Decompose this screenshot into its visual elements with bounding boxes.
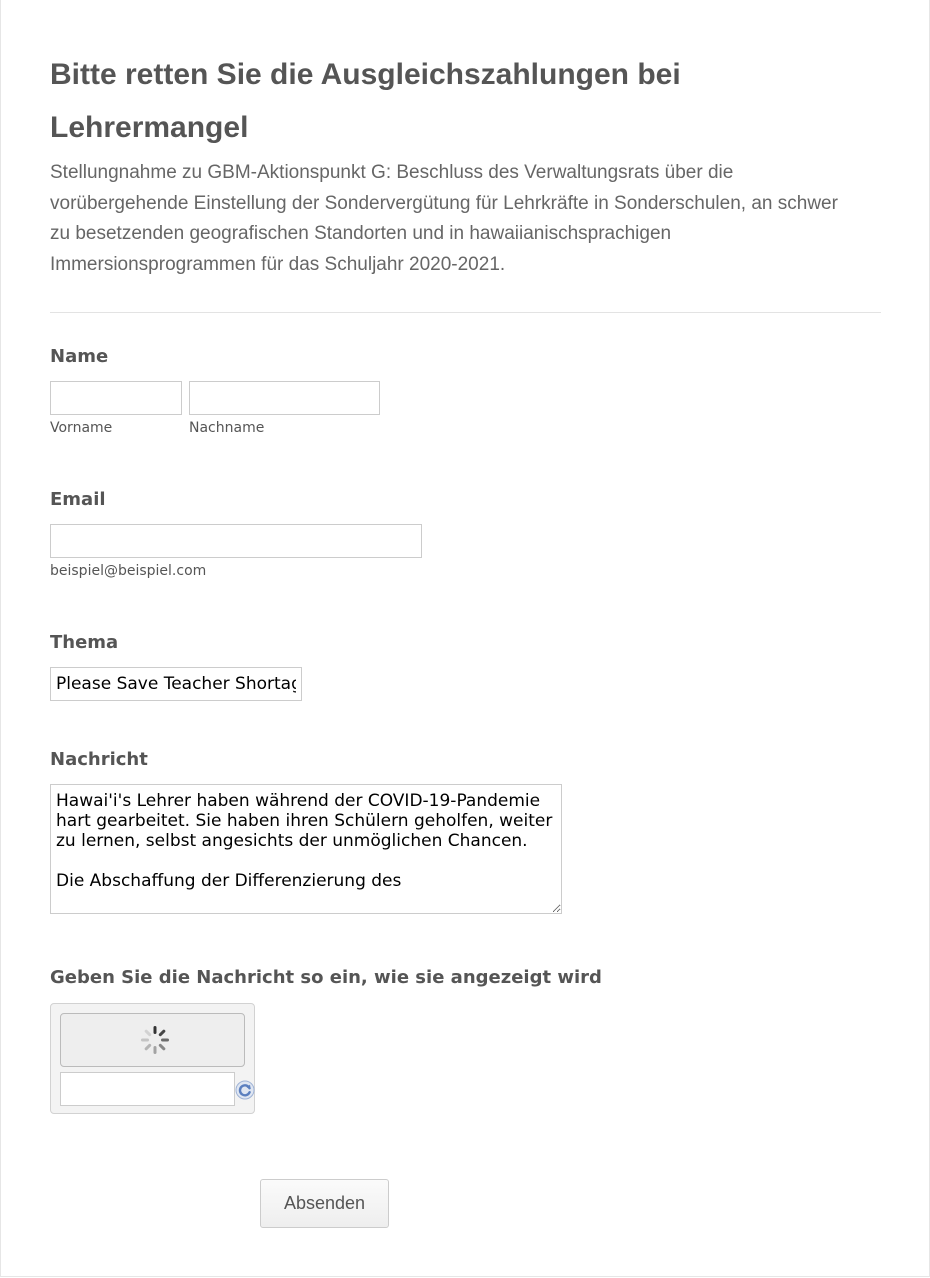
email-label: Email (50, 489, 106, 510)
last-name-sublabel: Nachname (189, 420, 265, 436)
captcha-label: Geben Sie die Nachricht so ein, wie sie angezeigt wird (50, 967, 602, 988)
name-label: Name (50, 346, 109, 367)
form-title: Bitte retten Sie die Ausgleichszahlungen bei Lehrermangel (50, 58, 681, 144)
refresh-icon[interactable] (235, 1080, 255, 1100)
email-sublabel: beispiel@beispiel.com (50, 563, 207, 579)
thema-input[interactable] (50, 667, 302, 701)
first-name-input[interactable] (50, 381, 182, 415)
nachricht-label: Nachricht (50, 749, 148, 770)
last-name-input[interactable] (189, 381, 380, 415)
captcha-image (60, 1013, 245, 1067)
loading-spinner-icon (141, 1026, 169, 1054)
nachricht-textarea[interactable] (50, 784, 562, 914)
first-name-sublabel: Vorname (50, 420, 113, 436)
email-input[interactable] (50, 524, 422, 558)
header-divider (50, 312, 881, 313)
form-subtitle: Stellungnahme zu GBM-Aktionspunkt G: Beschluss des Verwaltungsrats über die vorübergehende Einstellung der Sondervergütung für Lehrkräfte in Sonderschulen, an schwer zu besetzenden geografischen Standorten und in hawaiianischsprachigen Immersionsprogrammen für das Schuljahr 2020-2021. (50, 162, 838, 275)
submit-button[interactable]: Absenden (260, 1179, 389, 1228)
captcha-input[interactable] (60, 1072, 235, 1106)
thema-label: Thema (50, 632, 119, 653)
captcha-box (50, 1003, 255, 1114)
